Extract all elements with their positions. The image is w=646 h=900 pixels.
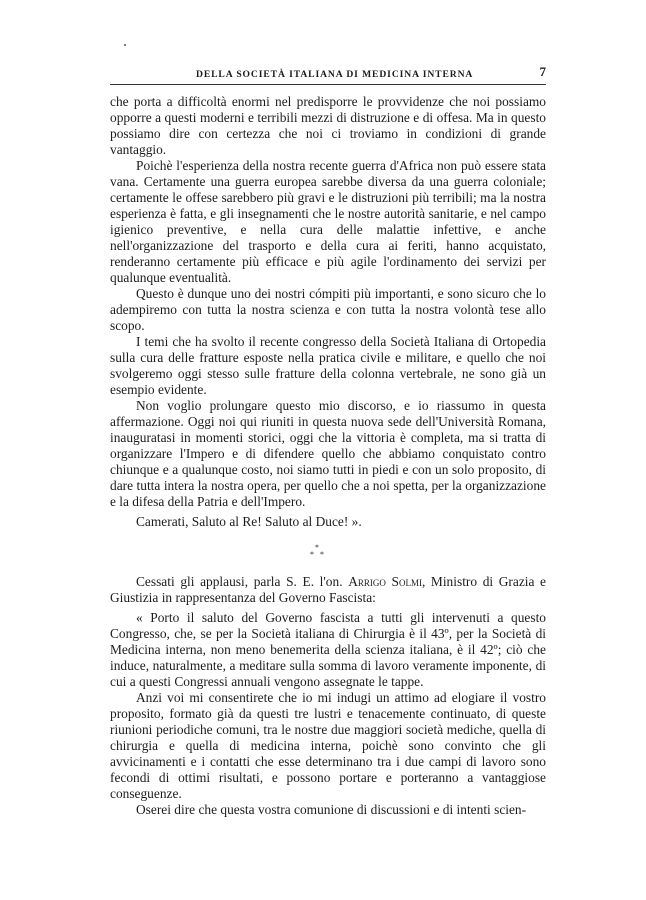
intro-text: Cessati gli applausi, parla S. E. l'on. xyxy=(136,574,349,589)
intro-text-cont: , Ministro di Grazia e Giustizia in rappresentanza del Governo Fascista: xyxy=(110,574,547,605)
page-number: 7 xyxy=(539,64,546,79)
separator-star: * xyxy=(310,550,314,559)
paragraph-continued: Oserei dire che questa vostra comunione di discussioni e di intenti scien- xyxy=(136,802,527,817)
header-rule xyxy=(110,84,546,85)
paragraph-praise: Anzi voi mi consentirete che io mi indugi un attimo ad elogiare il vostro proposito, formato già da questi tre lustri e tenacemente continuato, di queste riunioni periodiche comuni, tra le nostre due maggiori società mediche, quella di chirurgia e quella di medicina interna, poichè sono convinto che gli avvicinamenti e i contatti che esse determinano tra i due campi di lavoro sono fecondi di ottimi risultati, e possono portare e porteranno a vantaggiose conseguenze. xyxy=(110,690,546,801)
asterism-separator xyxy=(110,538,546,568)
page-speck xyxy=(124,44,126,46)
paragraph-5: Non voglio prolungare questo mio discorso, e io riassumo in questa affermazione. Oggi noi qui riuniti in questa nuova sede dell'Università Romana, inauguratasi in momenti storici, oggi che la vittoria è completa, ma si tratta di organizzare l'Impero e di difendere quello che abbiamo conquistato contro chiunque e a qualunque costo, noi siamo tutti in piedi e con un solo proposito, di dare tutta intera la nostra opera, per quello che a noi spetta, per la organizzazione e la difesa della Patria e dell'Impero. xyxy=(110,398,546,509)
paragraph-3: Questo è dunque uno dei nostri cómpiti più importanti, e sono sicuro che lo adempiremo con tutta la nostra scienza e con tutta la nostra volontà tese allo scopo. xyxy=(110,286,546,333)
separator-star: * xyxy=(315,543,319,552)
speaker-name: Arrigo Solmi xyxy=(348,574,422,589)
paragraph-4: I temi che ha svolto il recente congresso della Società Italiana di Ortopedia sulla cura delle fratture esposte nella pratica civile e militare, e quello che noi svolgeremo oggi stesso sulle fratture della colonna vertebrale, ne sono già un esempio evidente. xyxy=(110,334,546,397)
paragraph-closing-salute: Camerati, Saluto al Re! Saluto al Duce! ». xyxy=(136,514,362,529)
paragraph-greeting: « Porto il saluto del Governo fascista a tutti gli intervenuti a questo Congresso, che, se per la Società italiana di Chirurgia è il 43º, per la Società di Medicina interna, non meno benemerita della scienza italiana, è il 42º; ciò che induce, naturalmente, a meditare sulla somma di lavoro veramente imponente, di cui a questi Congressi annuali vengono assegnate le tappe. xyxy=(110,610,546,689)
page-body xyxy=(110,94,546,818)
separator-star: * xyxy=(320,550,324,559)
running-head: DELLA SOCIETÀ ITALIANA DI MEDICINA INTERNA xyxy=(196,69,474,80)
paragraph-2: Poichè l'esperienza della nostra recente guerra d'Africa non può essere stata vana. Certamente una guerra europea sarebbe diversa da una guerra coloniale; certamente le offese sarebbero più gravi e le distruzioni più terribili; ma la nostra esperienza è fatta, e gli insegnamenti che le nostre autorità sanitarie, e nel campo igienico preventive, e nella cura delle malattie infettive, e anche nell'organizzazione del trasporto e della cura ai feriti, hanno acquistato, renderanno certamente più efficace e più agile l'ordinamento dei servizi per qualunque eventualità. xyxy=(110,158,546,285)
page-header xyxy=(110,64,546,86)
paragraph-1: che porta a difficoltà enormi nel predisporre le provvidenze che noi possiamo opporre a questi moderni e terribili mezzi di distruzione e di offesa. Ma in questo possiamo dire con certezza che noi ci troviamo in condizioni di grande vantaggio. xyxy=(110,94,546,157)
paragraph-minister-intro xyxy=(110,574,546,606)
